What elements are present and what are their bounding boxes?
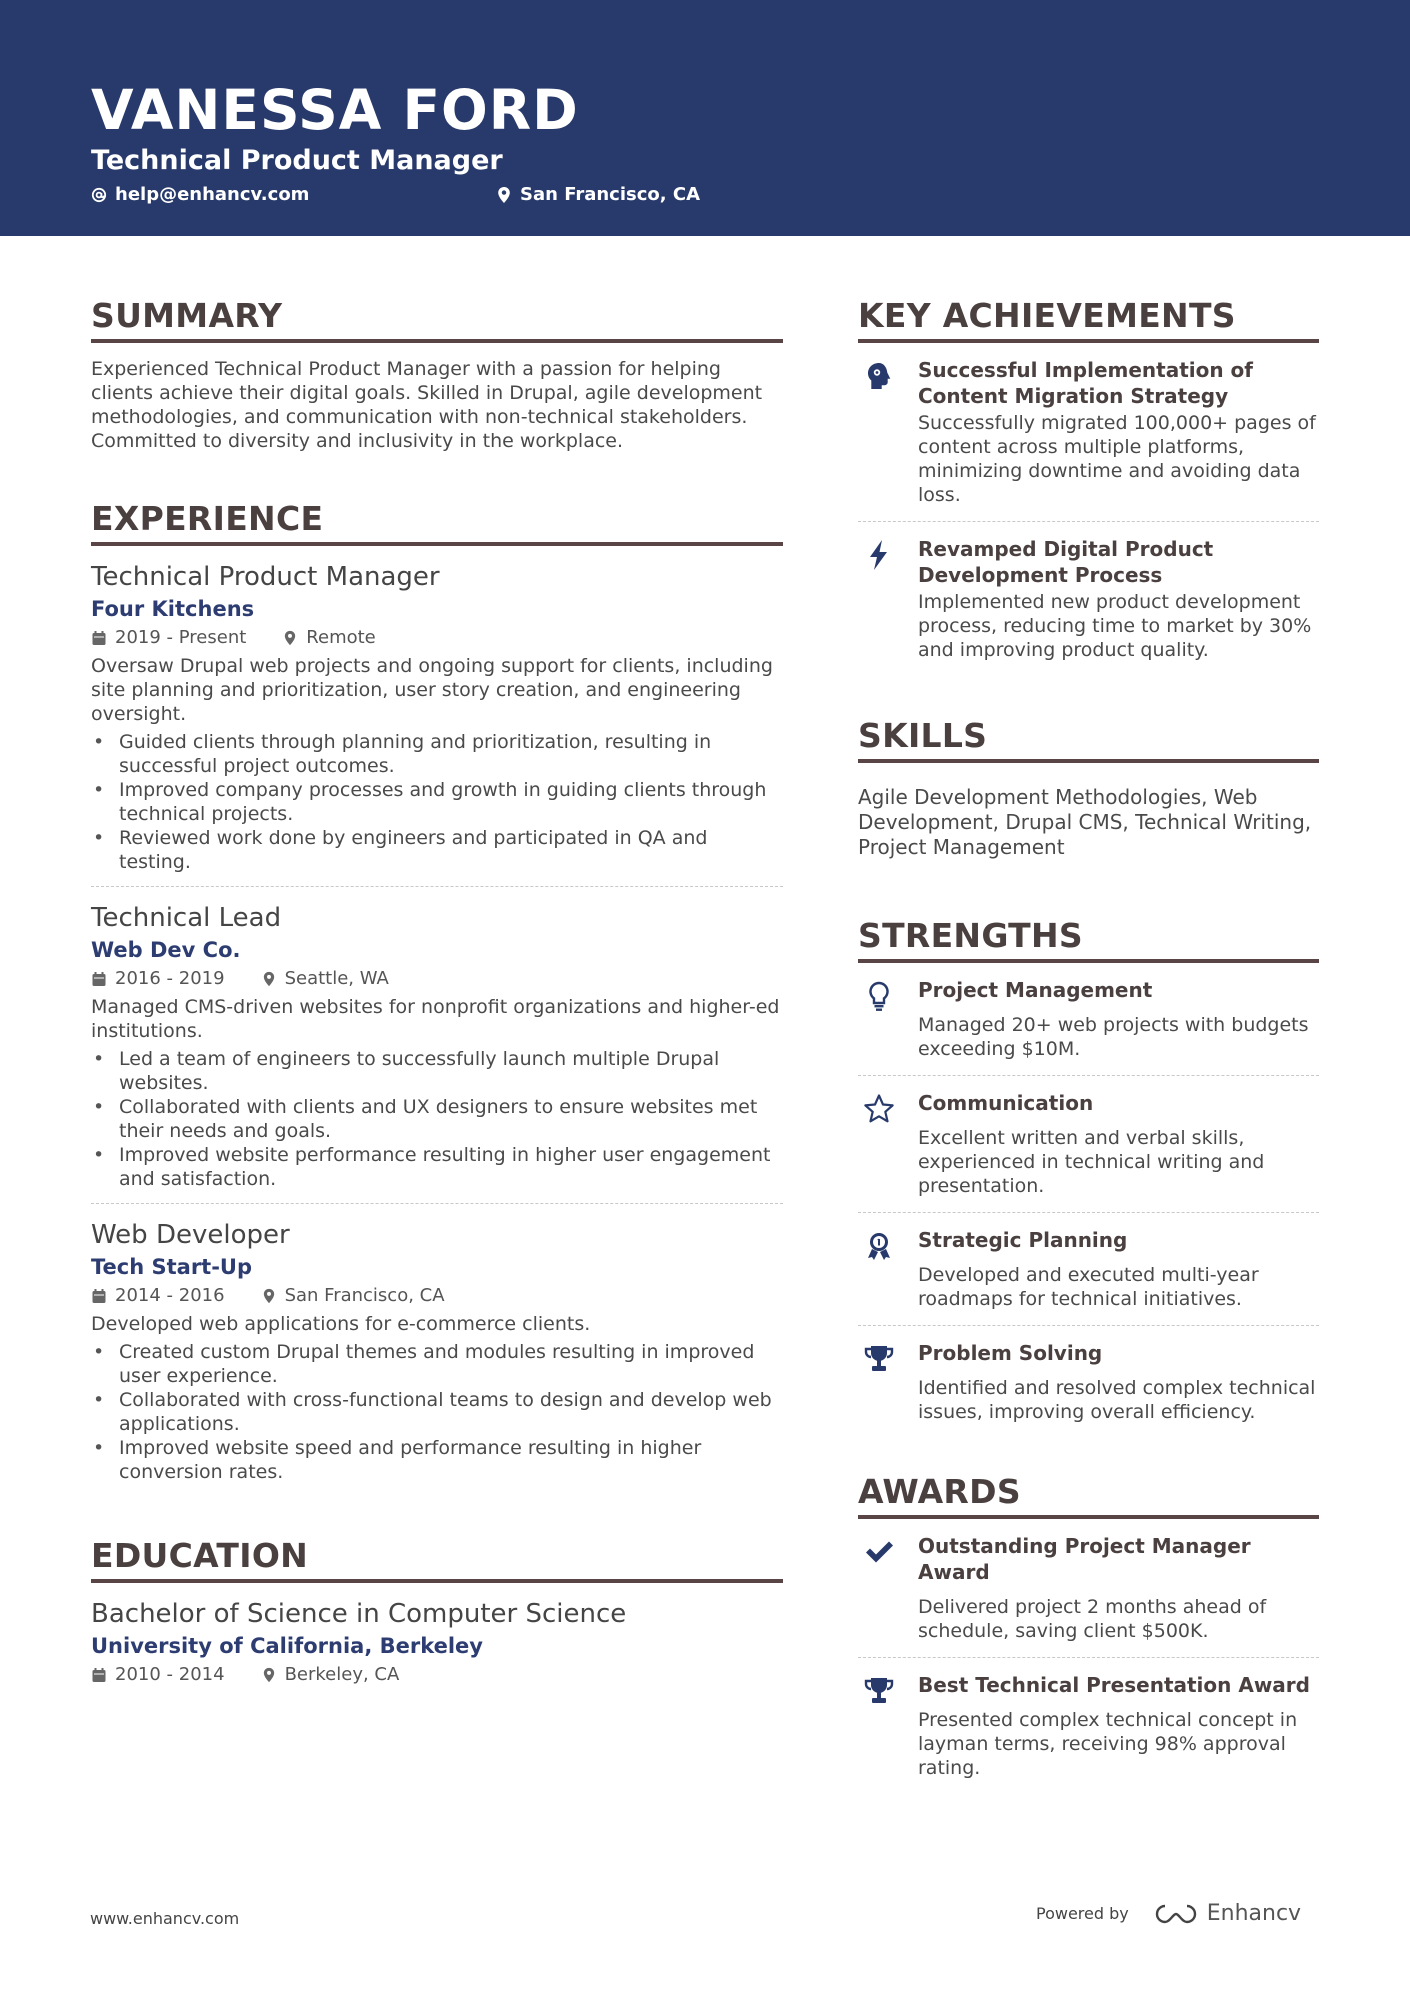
education-entry xyxy=(91,1583,783,1703)
award-title: Best Technical Presentation Award xyxy=(918,1673,1310,1697)
job-description: Managed CMS-driven websites for nonprofit organizations and higher-ed institutions. xyxy=(91,996,780,1042)
achievement-title: Revamped Digital Product Development Process xyxy=(918,537,1214,587)
star-icon xyxy=(862,1092,896,1126)
location-pin-icon xyxy=(282,630,298,646)
powered-by-text: Powered by xyxy=(1036,1904,1129,1923)
job-bullets xyxy=(91,1340,783,1484)
job-meta xyxy=(91,624,783,652)
trophy-icon xyxy=(862,1342,896,1376)
calendar-icon xyxy=(91,971,107,987)
job-location: San Francisco, CA xyxy=(284,1285,445,1306)
job-location: Remote xyxy=(306,627,376,648)
award-item xyxy=(858,1519,1319,1658)
strength-title: Communication xyxy=(918,1091,1094,1115)
at-icon xyxy=(91,186,107,204)
footer-branding xyxy=(1036,1901,1301,1926)
job-role: Technical Lead xyxy=(91,903,282,933)
contact-location xyxy=(496,182,700,208)
job-bullet: • Created custom Drupal themes and modules resulting in improved user experience. xyxy=(91,1340,783,1388)
strength-item xyxy=(858,1326,1319,1438)
summary-text: Experienced Technical Product Manager with a passion for helping clients achieve their digital goals. Skilled in Drupal, agile development methodologies, and communication with non-technical stakeholders. Committed to diversity and inclusivity in the workplace. xyxy=(91,358,763,452)
job-company: Tech Start-Up xyxy=(91,1255,253,1279)
job-meta xyxy=(91,965,783,993)
location-pin-icon xyxy=(261,1288,277,1304)
education-location: Berkeley, CA xyxy=(284,1664,400,1685)
strengths-heading: STRENGTHS xyxy=(858,916,1319,963)
strength-item xyxy=(858,1076,1319,1213)
enhancv-logo-icon xyxy=(1153,1902,1199,1926)
skills-text: Agile Development Methodologies, Web Development, Drupal CMS, Technical Writing, Project Management xyxy=(858,785,1312,859)
calendar-icon xyxy=(91,1667,107,1683)
experience-heading: EXPERIENCE xyxy=(91,499,783,546)
job-meta xyxy=(91,1282,783,1310)
brand-logo[interactable] xyxy=(1153,1901,1301,1926)
resume-header xyxy=(0,0,1410,236)
trophy-icon xyxy=(862,1674,896,1708)
strengths-section xyxy=(858,916,1319,1438)
achievements-heading: KEY ACHIEVEMENTS xyxy=(858,296,1319,343)
job-role: Web Developer xyxy=(91,1220,290,1250)
calendar-icon xyxy=(91,1288,107,1304)
job-dates: 2014 - 2016 xyxy=(115,1285,225,1306)
achievements-section xyxy=(858,296,1319,676)
award-title: Outstanding Project Manager Award xyxy=(918,1534,1251,1584)
achievement-description: Implemented new product development process, reducing time to market by 30% and improving product quality. xyxy=(918,591,1312,661)
experience-section xyxy=(91,499,783,1496)
awards-section xyxy=(858,1472,1319,1794)
lightning-icon xyxy=(862,538,896,572)
summary-section xyxy=(91,296,783,453)
achievement-title: Successful Implementation of Content Migration Strategy xyxy=(918,358,1253,408)
education-section xyxy=(91,1536,783,1703)
strength-item xyxy=(858,1213,1319,1326)
location-text: San Francisco, CA xyxy=(520,184,701,205)
education-meta xyxy=(91,1661,783,1689)
job-entry xyxy=(91,1204,783,1496)
job-company: Four Kitchens xyxy=(91,597,255,621)
job-bullets xyxy=(91,730,783,874)
award-description: Presented complex technical concept in layman terms, receiving 98% approval rating. xyxy=(918,1709,1298,1779)
education-dates: 2010 - 2014 xyxy=(115,1664,225,1685)
location-pin-icon xyxy=(261,1667,277,1683)
job-description: Oversaw Drupal web projects and ongoing support for clients, including site planning and prioritization, user story creation, and engineering oversight. xyxy=(91,655,773,725)
medal-icon xyxy=(862,1229,896,1263)
award-description: Delivered project 2 months ahead of schedule, saving client $500K. xyxy=(918,1596,1267,1642)
candidate-title: Technical Product Manager xyxy=(91,145,503,176)
education-degree: Bachelor of Science in Computer Science xyxy=(91,1599,627,1629)
candidate-name: VANESSA FORD xyxy=(91,78,579,142)
job-bullet: • Reviewed work done by engineers and participated in QA and testing. xyxy=(91,826,783,874)
job-location: Seattle, WA xyxy=(284,968,389,989)
job-bullet: • Improved website speed and performance resulting in higher conversion rates. xyxy=(91,1436,783,1484)
location-pin-icon xyxy=(261,971,277,987)
brand-name: Enhancv xyxy=(1206,1901,1302,1926)
email-text: help@enhancv.com xyxy=(115,184,310,205)
contact-email[interactable] xyxy=(91,182,309,208)
strength-description: Identified and resolved complex technical issues, improving overall efficiency. xyxy=(918,1377,1316,1423)
skills-heading: SKILLS xyxy=(858,716,1319,763)
achievement-item xyxy=(858,343,1319,522)
education-school: University of California, Berkeley xyxy=(91,1634,483,1658)
strength-title: Strategic Planning xyxy=(918,1228,1128,1252)
job-bullet: • Collaborated with cross-functional teams to design and develop web applications. xyxy=(91,1388,783,1436)
strength-title: Project Management xyxy=(918,978,1153,1002)
award-item xyxy=(858,1658,1319,1794)
strength-description: Developed and executed multi-year roadmaps for technical initiatives. xyxy=(918,1264,1259,1310)
job-dates: 2016 - 2019 xyxy=(115,968,225,989)
head-icon xyxy=(862,359,896,393)
summary-heading: SUMMARY xyxy=(91,296,783,343)
strength-title: Problem Solving xyxy=(918,1341,1103,1365)
job-entry xyxy=(91,887,783,1204)
job-role: Technical Product Manager xyxy=(91,562,440,592)
awards-heading: AWARDS xyxy=(858,1472,1319,1519)
job-bullet: • Improved company processes and growth in guiding clients through technical projects. xyxy=(91,778,783,826)
left-column xyxy=(91,296,783,1749)
checkmark-icon xyxy=(862,1535,896,1569)
job-bullet: • Guided clients through planning and prioritization, resulting in successful project outcomes. xyxy=(91,730,783,778)
strength-item xyxy=(858,963,1319,1076)
job-bullet: • Led a team of engineers to successfully launch multiple Drupal websites. xyxy=(91,1047,783,1095)
job-description: Developed web applications for e-commerce clients. xyxy=(91,1313,591,1335)
strength-description: Managed 20+ web projects with budgets exceeding $10M. xyxy=(918,1014,1309,1060)
education-heading: EDUCATION xyxy=(91,1536,783,1583)
job-bullet: • Collaborated with clients and UX designers to ensure websites met their needs and goals. xyxy=(91,1095,783,1143)
footer-website-link[interactable]: www.enhancv.com xyxy=(90,1909,240,1928)
job-bullets xyxy=(91,1047,783,1191)
job-company: Web Dev Co. xyxy=(91,938,241,962)
lightbulb-icon xyxy=(862,979,896,1013)
location-pin-icon xyxy=(496,186,512,204)
job-dates: 2019 - Present xyxy=(115,627,247,648)
right-column xyxy=(858,296,1319,1840)
job-entry xyxy=(91,546,783,887)
calendar-icon xyxy=(91,630,107,646)
skills-section xyxy=(858,716,1319,860)
achievement-description: Successfully migrated 100,000+ pages of content across multiple platforms, minimizing downtime and avoiding data loss. xyxy=(918,412,1316,506)
achievement-item xyxy=(858,522,1319,676)
strength-description: Excellent written and verbal skills, experienced in technical writing and presentation. xyxy=(918,1127,1265,1197)
job-bullet: • Improved website performance resulting in higher user engagement and satisfaction. xyxy=(91,1143,783,1191)
